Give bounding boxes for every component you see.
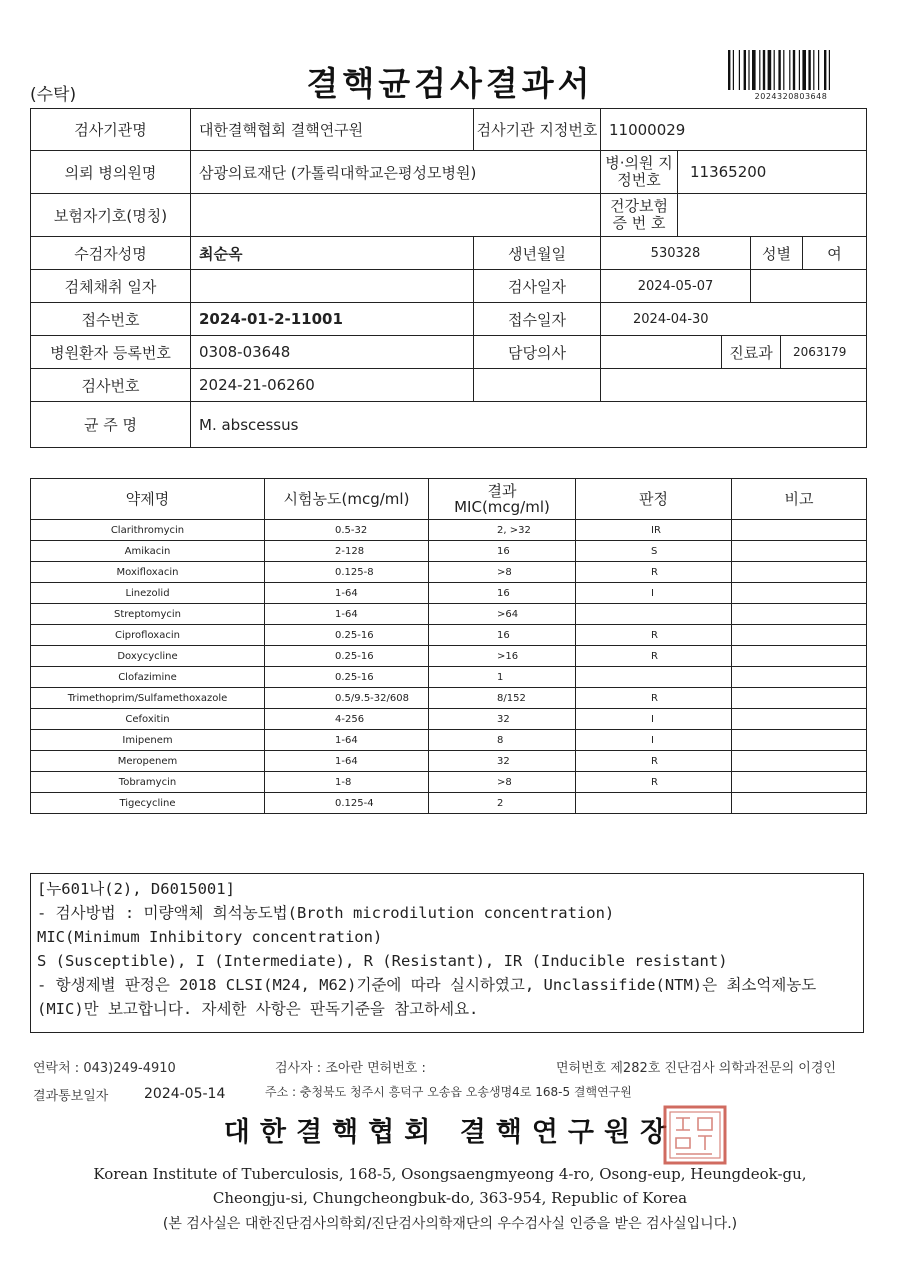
test-date-blank xyxy=(751,270,867,303)
note xyxy=(732,688,867,709)
mic-result: 32 xyxy=(429,709,576,730)
mic-result: 16 xyxy=(429,625,576,646)
drug-name: Imipenem xyxy=(31,730,265,751)
barcode-bar xyxy=(728,50,730,90)
barcode-bar xyxy=(733,50,734,90)
drug-name: Trimethoprim/Sulfamethoxazole xyxy=(31,688,265,709)
note xyxy=(732,646,867,667)
test-concentration: 1-64 xyxy=(265,604,429,625)
test-date-label: 검사일자 xyxy=(474,270,601,303)
barcode xyxy=(728,50,854,90)
note xyxy=(732,520,867,541)
drug-name: Streptomycin xyxy=(31,604,265,625)
barcode-bar xyxy=(752,50,756,90)
col-header-mic: 결과 MIC(mcg/ml) xyxy=(429,479,576,520)
tester: 검사자 : 조아란 면허번호 : xyxy=(275,1061,426,1076)
drug-name: Linezolid xyxy=(31,583,265,604)
report-date-label: 결과통보일자 xyxy=(33,1089,109,1104)
notes-line: [누601나(2), D6015001] xyxy=(37,880,235,898)
hospital-code-value: 11365200 xyxy=(690,163,767,181)
collect-date-label: 검체채취 일자 xyxy=(31,270,191,303)
receipt-no-value: 2024-01-2-11001 xyxy=(191,303,474,336)
judgment: R xyxy=(576,751,732,772)
hospital-code-label: 병·의원 지정번호 xyxy=(601,151,678,193)
test-concentration: 0.25-16 xyxy=(265,646,429,667)
mic-result: 2, >32 xyxy=(429,520,576,541)
test-no-blank-2 xyxy=(601,369,867,402)
judgment: I xyxy=(576,709,732,730)
institution-value: 대한결핵협회 결핵연구원 xyxy=(191,109,474,151)
official-seal xyxy=(662,1104,728,1166)
test-concentration: 0.25-16 xyxy=(265,667,429,688)
drug-name: Tobramycin xyxy=(31,772,265,793)
mic-result: 16 xyxy=(429,541,576,562)
judgment: I xyxy=(576,583,732,604)
dept-label: 진료과 xyxy=(721,336,781,368)
mic-result: >8 xyxy=(429,562,576,583)
barcode-bar xyxy=(739,50,740,90)
judgment: R xyxy=(576,562,732,583)
notes-line: - 검사방법 : 미량액체 희석농도법(Broth microdilution concentration) xyxy=(37,904,615,922)
test-date-value: 2024-05-07 xyxy=(601,270,751,303)
test-concentration: 0.125-8 xyxy=(265,562,429,583)
patient-name-label: 수검자성명 xyxy=(31,237,191,270)
drug-name: Meropenem xyxy=(31,751,265,772)
mic-result: 16 xyxy=(429,583,576,604)
insured-label: 보험자기호(명칭) xyxy=(31,194,191,237)
info-table xyxy=(30,108,867,448)
strain-value: M. abscessus xyxy=(191,402,867,448)
barcode-bar xyxy=(799,50,800,90)
hospital-label: 의뢰 병의원명 xyxy=(31,151,191,194)
barcode-bar xyxy=(778,50,780,90)
col-header-judgment: 판정 xyxy=(576,479,732,520)
barcode-bar xyxy=(802,50,806,90)
note xyxy=(732,793,867,814)
barcode-bar xyxy=(793,50,795,90)
drug-name: Doxycycline xyxy=(31,646,265,667)
sex-value: 여 xyxy=(803,237,867,270)
mic-result: >64 xyxy=(429,604,576,625)
test-concentration: 1-8 xyxy=(265,772,429,793)
barcode-bar xyxy=(789,50,790,90)
test-concentration: 1-64 xyxy=(265,583,429,604)
table-row xyxy=(31,688,867,709)
table-row xyxy=(31,541,867,562)
barcode-bar xyxy=(818,50,819,90)
drug-name: Tigecycline xyxy=(31,793,265,814)
judgment: I xyxy=(576,730,732,751)
test-concentration: 0.125-4 xyxy=(265,793,429,814)
note xyxy=(732,730,867,751)
test-concentration: 1-64 xyxy=(265,730,429,751)
note xyxy=(732,562,867,583)
drug-name: Clofazimine xyxy=(31,667,265,688)
note xyxy=(732,709,867,730)
table-row xyxy=(31,646,867,667)
table-row xyxy=(31,583,867,604)
mic-result: 1 xyxy=(429,667,576,688)
consignment-mark: (수탁) xyxy=(30,85,77,105)
dept-value: 2063179 xyxy=(793,345,847,359)
method-notes xyxy=(30,873,864,1033)
mic-result: >8 xyxy=(429,772,576,793)
test-concentration: 0.25-16 xyxy=(265,625,429,646)
barcode-bar xyxy=(744,50,746,90)
mic-result: 8 xyxy=(429,730,576,751)
judgment: S xyxy=(576,541,732,562)
drug-name: Cefoxitin xyxy=(31,709,265,730)
table-row xyxy=(31,667,867,688)
strain-label: 균 주 명 xyxy=(31,402,191,448)
mic-result: 2 xyxy=(429,793,576,814)
col-header-drug: 약제명 xyxy=(31,479,265,520)
doctor-dept-cell xyxy=(601,336,867,369)
receipt-date-label: 접수일자 xyxy=(474,303,601,336)
barcode-bar xyxy=(774,50,775,90)
mic-result: >16 xyxy=(429,646,576,667)
receipt-date-value: 2024-04-30 xyxy=(601,303,867,336)
test-concentration: 0.5/9.5-32/608 xyxy=(265,688,429,709)
birth-label: 생년월일 xyxy=(474,237,601,270)
address: 주소 : 충청북도 청주시 흥덕구 오송읍 오송생명4로 168-5 결핵연구원 xyxy=(265,1085,632,1099)
drug-name: Ciprofloxacin xyxy=(31,625,265,646)
test-no-value: 2024-21-06260 xyxy=(191,369,474,402)
drug-name: Moxifloxacin xyxy=(31,562,265,583)
health-ins-cell xyxy=(601,194,867,237)
hospital-value: 삼광의료재단 (가톨릭대학교은평성모병원) xyxy=(191,151,601,194)
table-row xyxy=(31,562,867,583)
institution-label: 검사기관명 xyxy=(31,109,191,151)
note xyxy=(732,625,867,646)
col-header-concentration: 시험농도(mcg/ml) xyxy=(265,479,429,520)
judgment: R xyxy=(576,646,732,667)
document-title: 결핵균검사결과서 xyxy=(306,64,594,103)
specialist: 면허번호 제282호 진단검사 의학과전문의 이경인 xyxy=(556,1061,836,1076)
table-row xyxy=(31,625,867,646)
judgment: R xyxy=(576,688,732,709)
notes-line: - 항생제별 판정은 2018 CLSI(M24, M62)기준에 따라 실시하였고, Unclassifide(NTM)은 최소억제농도 xyxy=(37,976,817,994)
barcode-bar xyxy=(783,50,784,90)
note xyxy=(732,667,867,688)
english-address-line-2: Cheongju-si, Chungcheongbuk-do, 363-954, Republic of Korea xyxy=(212,1189,688,1207)
note xyxy=(732,541,867,562)
doctor-label: 담당의사 xyxy=(474,336,601,369)
note xyxy=(732,751,867,772)
reg-no-value: 0308-03648 xyxy=(191,336,474,369)
birth-value: 530328 xyxy=(601,237,751,270)
test-concentration: 1-64 xyxy=(265,751,429,772)
collect-date-value xyxy=(191,270,474,303)
barcode-number: 2024320803648 xyxy=(754,92,828,101)
drug-name: Amikacin xyxy=(31,541,265,562)
table-row xyxy=(31,772,867,793)
note xyxy=(732,583,867,604)
health-ins-label: 건강보험 증 번 호 xyxy=(601,194,678,236)
sex-label: 성별 xyxy=(751,237,803,270)
institution-code-label: 검사기관 지정번호 xyxy=(474,109,601,151)
table-row xyxy=(31,604,867,625)
barcode-bar xyxy=(768,50,772,90)
contact: 연락처 : 043)249-4910 xyxy=(33,1061,176,1076)
judgment: R xyxy=(576,772,732,793)
barcode-bar xyxy=(748,50,749,90)
certification-note: (본 검사실은 대한진단검사의학회/진단검사의학재단의 우수검사실 인증을 받은 검사실입니다.) xyxy=(162,1216,738,1232)
hospital-code-cell xyxy=(601,151,867,194)
judgment xyxy=(576,667,732,688)
notes-line: S (Susceptible), I (Intermediate), R (Resistant), IR (Inducible resistant) xyxy=(37,952,728,970)
test-no-blank-1 xyxy=(474,369,601,402)
english-address-line-1: Korean Institute of Tuberculosis, 168-5, Osongsaengmyeong 4-ro, Osong-eup, Heungdeok-gu, xyxy=(93,1165,807,1183)
notes-line: (MIC)만 보고합니다. 자세한 사항은 판독기준을 참고하세요. xyxy=(37,1000,479,1018)
note xyxy=(732,772,867,793)
reg-no-label: 병원환자 등록번호 xyxy=(31,336,191,369)
test-no-label: 검사번호 xyxy=(31,369,191,402)
judgment: IR xyxy=(576,520,732,541)
table-row xyxy=(31,751,867,772)
note xyxy=(732,604,867,625)
barcode-bar xyxy=(759,50,760,90)
table-row xyxy=(31,709,867,730)
insured-value xyxy=(191,194,601,237)
organization-name: 대한결핵협회 결핵연구원장 xyxy=(223,1117,677,1148)
patient-name-value: 최순옥 xyxy=(191,237,474,270)
col-header-note: 비고 xyxy=(732,479,867,520)
judgment xyxy=(576,604,732,625)
receipt-no-label: 접수번호 xyxy=(31,303,191,336)
institution-code-value: 11000029 xyxy=(601,109,867,151)
test-concentration: 2-128 xyxy=(265,541,429,562)
drug-susceptibility-table xyxy=(30,478,867,814)
report-date-value: 2024-05-14 xyxy=(144,1086,226,1102)
drug-name: Clarithromycin xyxy=(31,520,265,541)
judgment: R xyxy=(576,625,732,646)
barcode-bar xyxy=(813,50,814,90)
table-row xyxy=(31,793,867,814)
table-row xyxy=(31,520,867,541)
table-row xyxy=(31,730,867,751)
barcode-bar xyxy=(763,50,765,90)
barcode-bar xyxy=(824,50,826,90)
notes-line: MIC(Minimum Inhibitory concentration) xyxy=(37,928,383,946)
judgment xyxy=(576,793,732,814)
test-concentration: 4-256 xyxy=(265,709,429,730)
mic-result: 8/152 xyxy=(429,688,576,709)
barcode-bar xyxy=(808,50,810,90)
barcode-bar xyxy=(829,50,830,90)
mic-result: 32 xyxy=(429,751,576,772)
test-concentration: 0.5-32 xyxy=(265,520,429,541)
